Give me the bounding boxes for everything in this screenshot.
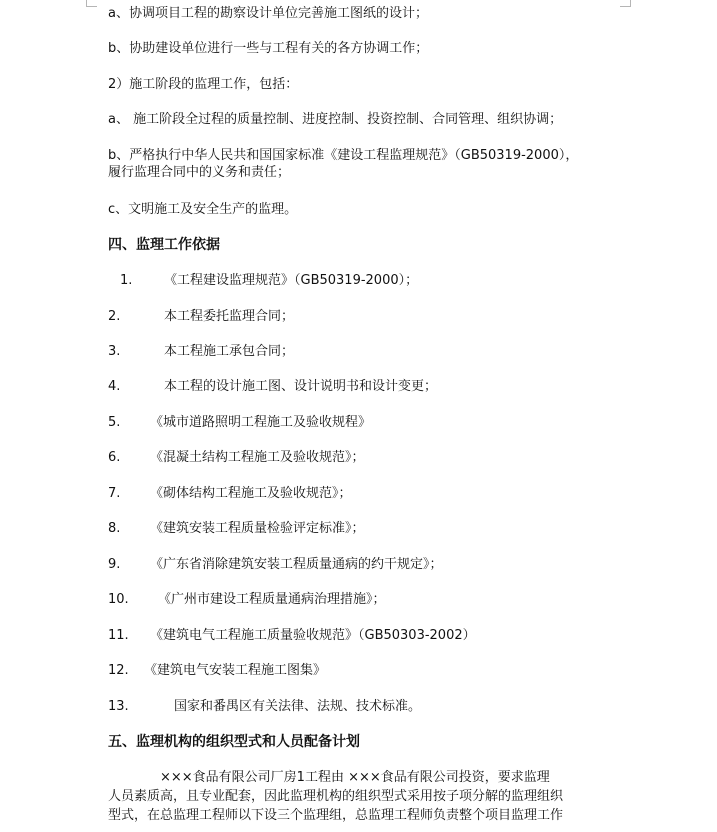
list-text: 《混凝土结构工程施工及验收规范》； [150,450,365,465]
list-number: 7. [108,486,121,501]
basis-item-7 [108,485,621,502]
paragraph-c2: c、文明施工及安全生产的监理。 [108,202,298,217]
basis-item-12 [108,662,621,679]
list-text: 《建筑电气工程施工质量验收规范》（GB50303-2002） [150,628,476,643]
paragraph-a1: a、协调项目工程的勘察设计单位完善施工图纸的设计； [108,6,428,21]
list-number: 11. [108,628,129,643]
basis-item-10 [108,591,621,608]
list-number: 5. [108,415,121,430]
basis-item-13 [108,698,621,715]
basis-item-4 [108,378,621,395]
paragraph-2: 2）施工阶段的监理工作，包括： [108,77,299,92]
basis-item-5 [108,414,621,431]
list-text: 《广州市建设工程质量通病治理措施》； [158,592,386,607]
list-number: 3. [108,344,121,359]
basis-item-3 [108,343,621,360]
basis-item-11 [108,627,621,644]
list-text: 《建筑电气安装工程施工图集》 [144,663,327,678]
basis-item-8 [108,520,621,537]
corner-mark-top-right [620,0,631,7]
paragraph-b2-line1: b、严格执行中华人民共和国国家标准《建设工程监理规范》（GB50319-2000）， [108,148,579,163]
paragraph-5-line2: 人员素质高，且专业配套，因此监理机构的组织型式采用按子项分解的监理组织 [108,789,564,804]
basis-item-1 [120,272,621,289]
list-text: 本工程施工承包合同； [164,344,295,359]
list-text: 《城市道路照明工程施工及验收规程》 [150,415,372,430]
list-text: 《砌体结构工程施工及验收规范》； [150,486,352,501]
list-text: 国家和番禺区有关法律、法规、技术标准。 [174,699,422,714]
list-number: 8. [108,521,121,536]
list-number: 10. [108,592,129,607]
basis-item-2 [108,308,621,325]
section-heading-5: 五、监理机构的组织型式和人员配备计划 [108,734,360,750]
list-number: 12. [108,663,129,678]
list-text: 《工程建设监理规范》（GB50319-2000）； [164,273,419,288]
section-heading-4: 四、监理工作依据 [108,237,220,253]
corner-mark-top-left [86,0,97,7]
basis-item-6 [108,449,621,466]
paragraph-5-line1: ×××食品有限公司厂房1工程由 ×××食品有限公司投资，要求监理 [160,770,550,785]
list-text: 本工程委托监理合同； [164,309,295,324]
list-number: 13. [108,699,129,714]
list-number: 4. [108,379,121,394]
paragraph-a2: a、 施工阶段全过程的质量控制、进度控制、投资控制、合同管理、组织协调； [108,112,563,127]
list-number: 9. [108,557,121,572]
list-number: 1. [120,273,133,288]
list-number: 2. [108,309,121,324]
list-text: 《建筑安装工程质量检验评定标准》； [150,521,365,536]
list-text: 《广东省消除建筑安装工程质量通病的约干规定》； [150,557,443,572]
paragraph-b1: b、协助建设单位进行一些与工程有关的各方协调工作； [108,41,429,56]
list-text: 本工程的设计施工图、设计说明书和设计变更； [164,379,438,394]
paragraph-5-line3: 型式，在总监理工程师以下设三个监理组，总监理工程师负责整个项目监理工作 [108,808,564,823]
list-number: 6. [108,450,121,465]
basis-item-9 [108,556,621,573]
paragraph-b2-line2: 履行监理合同中的义务和责任； [108,165,291,180]
